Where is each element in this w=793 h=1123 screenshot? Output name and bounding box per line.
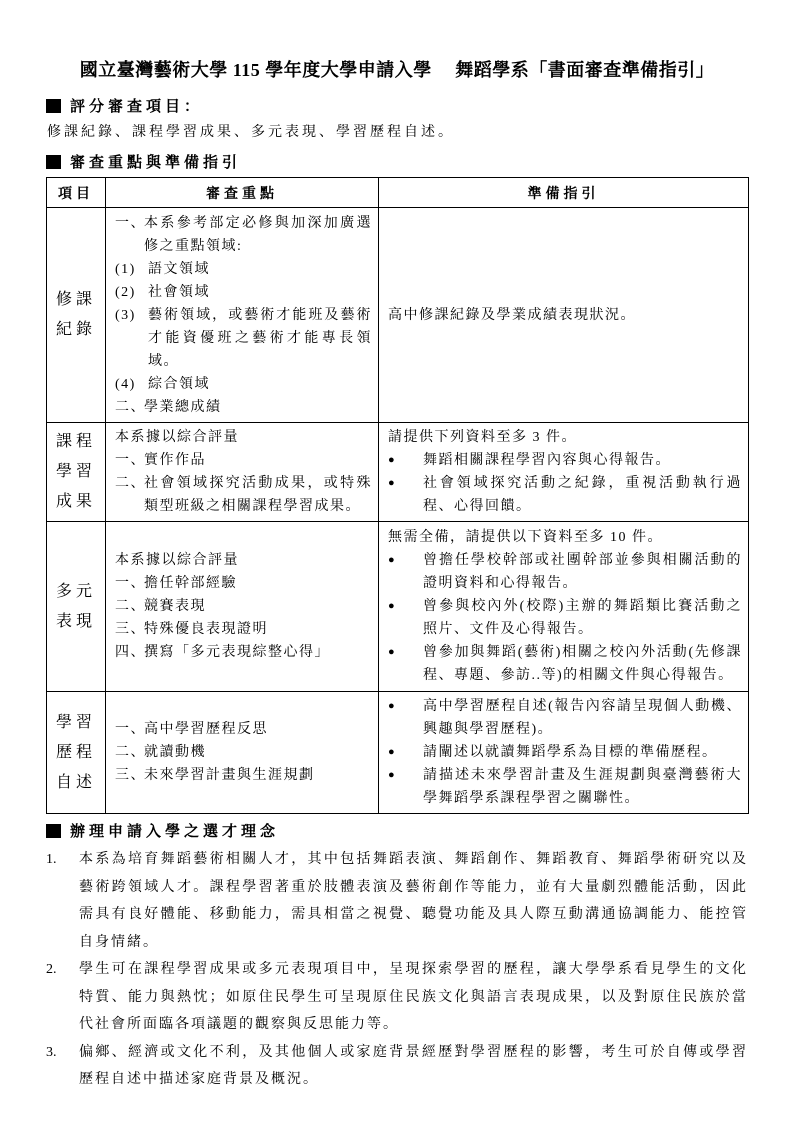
section-heading-scoring-text: 評分審查項目： xyxy=(70,99,204,115)
text-line xyxy=(388,304,742,327)
line-text: 高中修課紀錄及學業成績表現狀況。 xyxy=(388,307,636,323)
bullet-marker: ● xyxy=(388,554,397,566)
text-line xyxy=(115,396,372,419)
bullet-line xyxy=(388,641,742,687)
philosophy-item-number: 1. xyxy=(46,852,57,867)
list-marker: (1) xyxy=(115,261,136,277)
line-text: 擔任幹部經驗 xyxy=(144,576,237,591)
text-line xyxy=(115,549,372,572)
text-line xyxy=(115,304,372,373)
bullet-line xyxy=(388,695,742,741)
line-text: 綜合領域 xyxy=(148,376,210,392)
text-line xyxy=(115,618,372,641)
bullet-marker: ● xyxy=(388,454,397,466)
line-text: 社會領域探究活動成果，或特殊類型班級之相關課程學習成果。 xyxy=(144,476,372,514)
list-marker: 三、 xyxy=(115,768,146,783)
line-text: 就讀動機 xyxy=(144,745,206,760)
list-marker: (2) xyxy=(115,284,136,300)
item-label-line: 紀錄 xyxy=(55,321,96,338)
section-heading-scoring xyxy=(46,95,748,116)
line-text: 競賽表現 xyxy=(144,599,206,614)
cell-item-label xyxy=(47,522,106,692)
line-text: 實作作品 xyxy=(144,453,206,468)
philosophy-item xyxy=(46,1039,748,1094)
text-line xyxy=(115,373,372,396)
section-heading-philosophy-text: 辦理申請入學之選才理念 xyxy=(70,824,280,840)
text-line xyxy=(115,595,372,618)
philosophy-item xyxy=(46,846,748,956)
section-heading-philosophy xyxy=(46,820,748,841)
line-text: 高中學習歷程反思 xyxy=(144,722,268,737)
line-text: 請描述未來學習計畫及生涯規劃與臺灣藝術大學舞蹈學系課程學習之關聯性。 xyxy=(423,768,742,806)
table-row xyxy=(47,423,749,522)
philosophy-item-number: 2. xyxy=(46,962,57,977)
line-text: 舞蹈相關課程學習內容與心得報告。 xyxy=(423,453,671,468)
black-square-icon xyxy=(46,99,61,113)
text-line xyxy=(388,426,742,449)
item-label-line: 表現 xyxy=(55,612,96,630)
line-text: 請提供下列資料至多 3 件。 xyxy=(388,430,577,445)
review-table xyxy=(46,177,749,814)
col-header-focus: 審查重點 xyxy=(106,178,379,208)
scoring-items-text: 修課紀錄、課程學習成果、多元表現、學習歷程自述。 xyxy=(47,125,455,140)
col-header-item: 項目 xyxy=(47,178,106,208)
bullet-line xyxy=(388,764,742,810)
list-marker: 四、 xyxy=(115,645,146,660)
cell-preparation-guide xyxy=(379,522,749,692)
text-line xyxy=(115,472,372,518)
line-text: 藝術領域，或藝術才能班及藝術才能資優班之藝術才能專長領域。 xyxy=(148,307,372,369)
list-marker: 二、 xyxy=(115,599,146,614)
table-row xyxy=(47,208,749,423)
list-marker: 二、 xyxy=(115,745,146,760)
bullet-marker: ● xyxy=(388,600,397,612)
list-marker: 一、 xyxy=(115,453,146,468)
text-line xyxy=(115,258,372,281)
bullet-marker: ● xyxy=(388,477,397,489)
line-text: 特殊優良表現證明 xyxy=(144,622,268,637)
bullet-line xyxy=(388,741,742,764)
line-text: 高中學習歷程自述(報告內容請呈現個人動機、興趣與學習歷程)。 xyxy=(423,699,742,737)
line-text: 請闡述以就讀舞蹈學系為目標的準備歷程。 xyxy=(423,745,718,760)
list-marker: 二、 xyxy=(115,399,146,415)
table-row xyxy=(47,692,749,814)
cell-review-focus xyxy=(106,208,379,423)
philosophy-item-text: 本系為培育舞蹈藝術相關人才，其中包括舞蹈表演、舞蹈創作、舞蹈教育、舞蹈學術研究以及藝術跨領域人才。課程學習著重於肢體表演及藝術創作等能力，並有大量劇烈體能活動，因此需具有良好體能、移動能力，需具相當之視覺、聽覺功能及具人際互動溝通協調能力、能控管自身情緒。 xyxy=(79,852,748,950)
line-text: 語文領域 xyxy=(148,261,210,277)
list-marker: 一、 xyxy=(115,722,146,737)
item-label-line: 自述 xyxy=(55,773,96,791)
cell-preparation-guide xyxy=(379,208,749,423)
line-text: 撰寫「多元表現綜整心得」 xyxy=(144,645,330,660)
line-text: 本系據以綜合評量 xyxy=(115,430,239,445)
philosophy-list xyxy=(46,846,748,1094)
line-text: 曾參與校內外(校際)主辦的舞蹈類比賽活動之照片、文件及心得報告。 xyxy=(423,599,742,637)
line-text: 社會領域 xyxy=(148,284,210,300)
text-line xyxy=(115,718,372,741)
bullet-line xyxy=(388,472,742,518)
list-marker: 一、 xyxy=(115,576,146,591)
item-label-line: 成果 xyxy=(55,493,96,510)
line-text: 曾擔任學校幹部或社團幹部並參與相關活動的證明資料和心得報告。 xyxy=(423,553,742,591)
text-line xyxy=(115,449,372,472)
black-square-icon xyxy=(46,155,61,169)
list-marker: 一、 xyxy=(115,215,146,231)
bullet-line xyxy=(388,595,742,641)
section-heading-review xyxy=(46,151,748,172)
line-text: 無需全備，請提供以下資料至多 10 件。 xyxy=(388,530,663,545)
bullet-marker: ● xyxy=(388,769,397,781)
philosophy-item-text: 學生可在課程學習成果或多元表現項目中，呈現探索學習的歷程，讓大學學系看見學生的文化特質、能力與熱忱；如原住民學生可呈現原住民族文化與語言表現成果，以及對原住民族於當代社會所面臨各項議題的觀察與反思能力等。 xyxy=(79,962,748,1032)
text-line xyxy=(115,426,372,449)
cell-item-label xyxy=(47,423,106,522)
col-header-prep: 準備指引 xyxy=(379,178,749,208)
cell-preparation-guide xyxy=(379,423,749,522)
cell-preparation-guide xyxy=(379,692,749,814)
list-marker: (4) xyxy=(115,376,136,392)
cell-review-focus xyxy=(106,423,379,522)
line-text: 社會領域探究活動之紀錄，重視活動執行過程、心得回饋。 xyxy=(423,476,742,514)
line-text: 曾參加與舞蹈(藝術)相關之校內外活動(先修課程、專題、參訪..等)的相關文件與心得報告。 xyxy=(423,645,742,683)
item-label-line: 課程 xyxy=(55,433,96,450)
item-label-line: 學習 xyxy=(55,713,96,731)
philosophy-item-number: 3. xyxy=(46,1044,57,1060)
list-marker: 三、 xyxy=(115,622,146,637)
cell-item-label xyxy=(47,208,106,423)
item-label-line: 修課 xyxy=(55,291,96,308)
item-label-line: 歷程 xyxy=(55,743,96,761)
text-line xyxy=(388,526,742,549)
cell-review-focus xyxy=(106,692,379,814)
table-header-row xyxy=(47,178,749,208)
document-title: 國立臺灣藝術大學 115 學年度大學申請入學 舞蹈學系「書面審查準備指引」 xyxy=(79,60,715,80)
bullet-line xyxy=(388,449,742,472)
bullet-line xyxy=(388,549,742,595)
table-row xyxy=(47,522,749,692)
line-text: 未來學習計畫與生涯規劃 xyxy=(144,768,315,783)
text-line xyxy=(115,572,372,595)
line-text: 學業總成績 xyxy=(144,399,222,415)
philosophy-item-text: 偏鄉、經濟或文化不利，及其他個人或家庭背景經歷對學習歷程的影響，考生可於自傳或學習歷程自述中描述家庭背景及概況。 xyxy=(79,1044,748,1087)
line-text: 本系據以綜合評量 xyxy=(115,553,239,568)
section-heading-review-text: 審查重點與準備指引 xyxy=(70,155,242,171)
item-label-line: 多元 xyxy=(55,582,96,600)
text-line xyxy=(115,212,372,258)
item-label-line: 學習 xyxy=(55,463,96,480)
bullet-marker: ● xyxy=(388,746,397,758)
list-marker: 二、 xyxy=(115,476,146,491)
text-line xyxy=(115,764,372,787)
text-line xyxy=(115,741,372,764)
bullet-marker: ● xyxy=(388,700,397,712)
bullet-marker: ● xyxy=(388,646,397,658)
text-line xyxy=(115,641,372,664)
list-marker: (3) xyxy=(115,307,136,323)
philosophy-item xyxy=(46,956,748,1039)
line-text: 本系參考部定必修與加深加廣選修之重點領域: xyxy=(144,215,372,254)
text-line xyxy=(115,281,372,304)
cell-item-label xyxy=(47,692,106,814)
cell-review-focus xyxy=(106,522,379,692)
black-square-icon xyxy=(46,824,61,838)
